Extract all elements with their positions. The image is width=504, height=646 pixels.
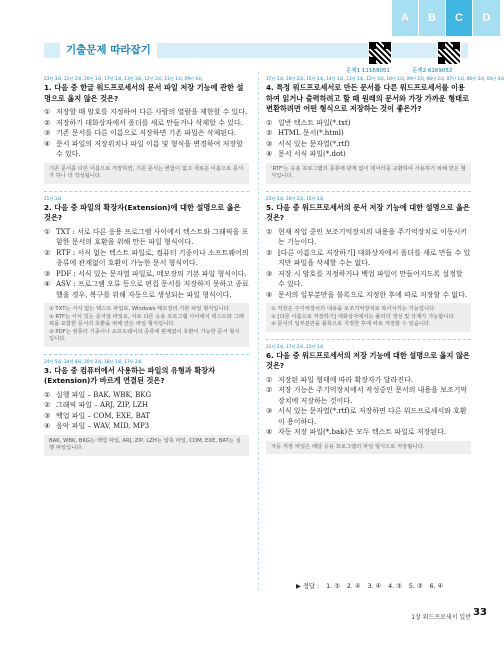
- option-list: [44, 227, 249, 301]
- left-column: [44, 76, 249, 456]
- option-item[interactable]: ③ 서식 있는 문자열(*.rtf): [266, 139, 350, 148]
- question-1: [44, 76, 249, 184]
- option-item[interactable]: ① 저장할 때 암호를 지정하여 다른 사람의 열람을 제한할 수 있다.: [44, 108, 248, 116]
- question-text: 6. 다음 중 워드프로세서의 저장 기능에 대한 설명으로 옳지 않은 것은?: [266, 350, 470, 370]
- qr-label-2: 문제2 6169052: [412, 68, 453, 74]
- question-tags: 23년 3회, 16년 2회, 15년 3회: [266, 195, 324, 201]
- option-item[interactable]: ① 실행 파일 – BAK, WBK, BKG: [44, 390, 152, 399]
- answer-item: 5. ③: [408, 583, 423, 590]
- divider: [44, 354, 249, 355]
- option-list: [266, 227, 471, 301]
- tab-c: C: [446, 0, 472, 36]
- answer-item: 4. ③: [388, 583, 402, 590]
- option-item[interactable]: ④ 자동 저장 파일(*.bak)은 모두 텍스트 파일로 저장된다.: [266, 428, 447, 436]
- tab-a: A: [392, 0, 418, 36]
- tab-b: B: [419, 0, 445, 36]
- explanation-box: 자동 저장 파일은 해당 응용 프로그램의 파일 형식으로 저장됩니다.: [266, 441, 471, 455]
- answer-item: 1. ③: [326, 583, 340, 590]
- option-item[interactable]: ④ ASV : 프로그램 오류 등으로 편집 문서를 저장하지 못하고 종료했을 경우, 복구를 위해 자동으로 생성되는 파일 형식이다.: [44, 280, 249, 299]
- explanation-box: 기존 문서를 다른 이름으로 저장하면, 기존 문서는 변함이 없고 새로운 이름으로 문서가 하나 더 작성됩니다.: [44, 163, 249, 184]
- option-list: [44, 107, 249, 160]
- answer-item: 2. ④: [346, 583, 361, 590]
- option-item[interactable]: ② HTML 문서(*.html): [266, 129, 344, 137]
- answer-key: [296, 581, 448, 590]
- question-5: [266, 196, 471, 332]
- option-item[interactable]: ③ 백업 파일 – COM, EXE, BAT: [44, 411, 151, 420]
- qr-code-1: [368, 41, 392, 65]
- question-text: 4. 특정 워드프로세서로 만든 문서를 다른 워드프로세서를 이용하여 읽거나 출력하려고 할 때 원래의 문서와 가장 가까운 형태로 변환하려면 어떤 형식으로 저장하는 것이 좋은가?: [266, 83, 470, 113]
- option-item[interactable]: ① TXT : 서로 다른 응용 프로그램 사이에서 텍스트와 그래픽을 포함한 문서의 호환을 위해 만든 파일 형식이다.: [44, 227, 249, 246]
- explanation-box: 'RTF'는 응용 프로그램의 종류에 관계 없이 데이터를 교환하여 사용하기 위해 만든 형식입니다.: [266, 163, 471, 184]
- question-tags: 24년 5회, 24년 4회, 20년 2회, 18년 1회, 17년 2회: [44, 358, 142, 364]
- option-item[interactable]: ② 저장하기 대화상자에서 폴더를 새로 만들거나 삭제할 수 있다.: [44, 118, 243, 127]
- page-number: 33: [473, 607, 487, 618]
- question-3: [44, 359, 249, 456]
- option-item[interactable]: ① 저장된 파일 형태에 따라 확장자가 달라진다.: [266, 375, 414, 384]
- option-list: [266, 375, 471, 438]
- option-item[interactable]: ④ 문서 서식 파일(*.dot): [266, 150, 346, 158]
- option-item[interactable]: ② 저장 기능은 주기억장치에서 작성중인 문서의 내용을 보조기억장치에 저장하는 것이다.: [266, 386, 468, 405]
- option-item[interactable]: ① 현재 작업 중인 보조기억장치의 내용을 주기억장치로 이동시키는 기능이다.: [266, 227, 468, 246]
- explanation-box: ① TXT는 서식 없는 텍스트 파일로, Windows 메모장의 기본 파일 형식입니다. ② RTF는 서식 있는 문자열 파일로, 서로 다른 응용 프로그램 사이에서 텍스트와 그래픽을 포함한 문서의 호환을 위해 만든 파일 형식입니다. ③ PDF는 컴퓨터 기종이나 소프트웨어의 종류에 관계없이 호환이 가능한 문서 형식입니다.: [44, 303, 249, 347]
- question-text: 2. 다음 중 파일의 확장자(Extension)에 대한 설명으로 옳은 것은?: [44, 202, 241, 222]
- option-item[interactable]: ② [다른 이름으로 저장하기] 대화상자에서 폴더를 새로 만들 수 있지만 파일을 삭제할 수는 없다.: [266, 248, 471, 267]
- question-4: [266, 76, 504, 184]
- option-list: [44, 390, 249, 432]
- explanation-box: ① 저장은 주기억장치의 내용을 보조기억장치로 복사시키는 기능입니다. ② [다른 이름으로 저장하기] 대화상자에서는 폴더의 생성 및 삭제가 가능합니다. ④ 문서의 일부분만을 블록으로 지정한 후에 따로 저장할 수 있습니다.: [266, 303, 471, 332]
- option-list: [266, 118, 471, 160]
- qr-label-1: 문제1 11169051: [346, 68, 390, 74]
- answer-item: 3. ④: [367, 583, 382, 590]
- question-tags: 17년 1회, 16년 2회, 15년 3회, 14년 1회, 13년 1회, 12년 3회, 10년 1회, 09년 2회, 08년 2회, 07년 1회, 06년 3회, 04년 4회: [266, 76, 504, 81]
- explanation-box: BAK, WBK, BKG는 백업 파일, ARJ, ZIP, LZH는 압축 파일, COM, EXE, BAT는 실행 파일입니다.: [44, 435, 249, 456]
- option-item[interactable]: ③ 저장 시 암호를 지정하거나 백업 파일이 만들어지도록 설정할 수 있다.: [266, 269, 463, 288]
- question-text: 3. 다음 중 컴퓨터에서 사용하는 파일의 유형과 확장자(Extension)가 바르게 연결된 것은?: [44, 365, 216, 385]
- question-2: [44, 196, 249, 347]
- divider: [266, 191, 471, 192]
- question-text: 5. 다음 중 워드프로세서의 문서 저장 기능에 대한 설명으로 옳은 것은?: [266, 202, 470, 222]
- answer-key-label: ▶ 정답 :: [296, 583, 320, 590]
- option-item[interactable]: ③ 기존 문서를 다른 이름으로 저장하면 기존 파일은 삭제된다.: [44, 129, 237, 137]
- question-tags: 23년 3회, 21년 2회, 20년 1회, 17년 1회, 13년 3회, 12년 2회, 11년 1회, 09년 4회: [44, 76, 202, 81]
- tab-d: D: [473, 0, 500, 36]
- option-item[interactable]: ④ 문서의 일부분만을 블록으로 지정한 후에 따로 저장할 수 없다.: [266, 290, 468, 299]
- option-item[interactable]: ③ 서식 있는 문자열(*.rtf)로 저장하면 다른 워드프로세서와 호환이 용이하다.: [266, 407, 467, 426]
- right-column: [266, 76, 504, 454]
- page-title: 기출문제 따라잡기: [60, 41, 157, 59]
- option-item[interactable]: ③ PDF : 서식 있는 문자열 파일로, 메모장의 기본 파일 형식이다.: [44, 269, 247, 278]
- divider: [266, 339, 471, 340]
- chapter-label: 1장 워드프로세서 일반: [411, 614, 471, 621]
- question-6: [266, 344, 471, 455]
- option-item[interactable]: ② 그래픽 파일 – ARJ, ZIP, LZH: [44, 401, 149, 409]
- option-item[interactable]: ② RTF : 서식 없는 텍스트 파일로, 컴퓨터 기종이나 소프트웨어의 종류에 관계없이 호환이 가능한 문서 형식이다.: [44, 248, 249, 267]
- option-item[interactable]: ① 일반 텍스트 파일(*.txt): [266, 118, 351, 127]
- answer-item: 6. ④: [429, 583, 444, 590]
- option-item[interactable]: ④ 문서 파일의 저장위치나 파일 이름 및 형식을 변경하여 저장할 수 있다.: [44, 139, 243, 158]
- qr-code-2: [437, 41, 461, 65]
- question-tags: 21년 2회, 17년 2회, 15년 1회: [266, 343, 324, 349]
- question-tags: 21년 1회: [44, 195, 62, 201]
- question-text: 1. 다음 중 한글 워드프로세서의 문서 파일 저장 기능에 관한 설명으로 옳지 않은 것은?: [44, 83, 244, 103]
- column-divider: [258, 72, 259, 590]
- divider: [44, 191, 249, 192]
- option-item[interactable]: ④ 음악 파일 – WAV, MID, MP3: [44, 422, 150, 430]
